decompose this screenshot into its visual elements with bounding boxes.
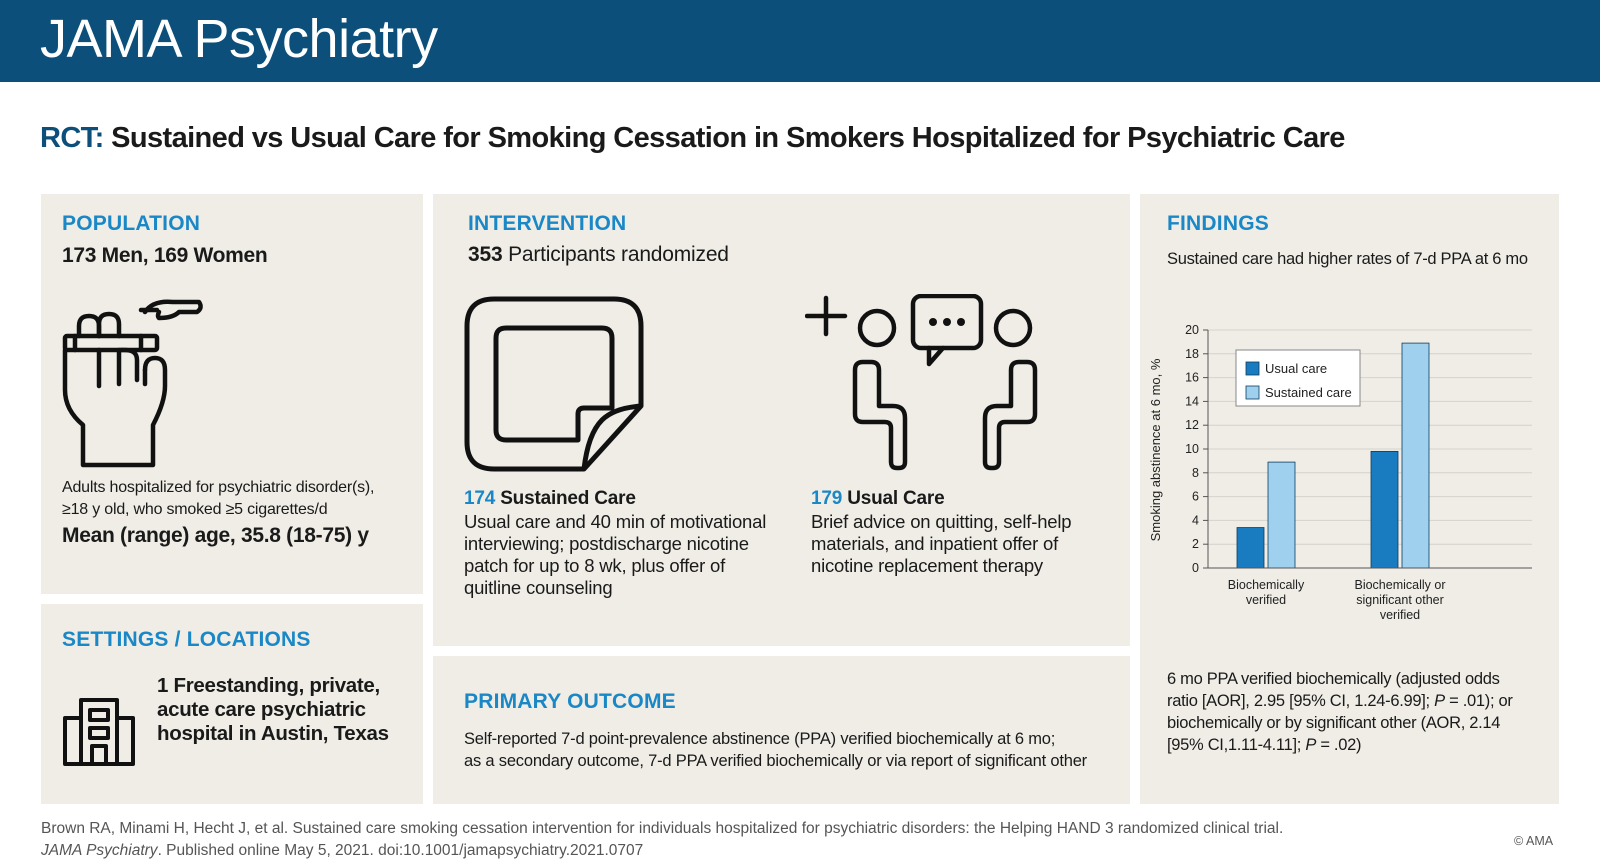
findings-line-4 (1167, 734, 1361, 756)
chart-y-tick-label: 14 (1185, 394, 1199, 409)
journal-banner (0, 0, 1600, 82)
findings-line-2b: = .01); or (1444, 692, 1513, 710)
population-desc-1: Adults hospitalized for psychiatric disorder(s), (62, 479, 375, 496)
population-heading: POPULATION (62, 212, 201, 235)
chart-y-tick-label: 0 (1192, 561, 1199, 575)
title-text: Sustained vs Usual Care for Smoking Cessation in Smokers Hospitalized for Psychiatric Care (111, 122, 1345, 154)
chart-y-tick-label: 10 (1185, 442, 1199, 456)
chart-bar-sustained-1 (1268, 462, 1295, 568)
chart-y-tick-label: 18 (1185, 346, 1199, 361)
legend-label-usual: Usual care (1265, 361, 1328, 376)
usual-desc-2: materials, and inpatient offer of (811, 533, 1059, 554)
findings-subtitle: Sustained care had higher rates of 7-d PPA at 6 mo (1167, 250, 1528, 268)
findings-p-value-1: P (1434, 692, 1445, 710)
chart-category-label: Biochemically or (1354, 578, 1446, 592)
sustained-desc-3: patch for up to 8 wk, plus offer of (464, 555, 726, 576)
page-title (40, 122, 1345, 155)
usual-desc-1: Brief advice on quitting, self-help (811, 511, 1072, 532)
legend-swatch-sustained (1246, 386, 1259, 399)
settings-heading: SETTINGS / LOCATIONS (62, 628, 311, 651)
title-prefix: RCT: (40, 122, 104, 154)
chart-category-label: verified (1245, 593, 1287, 607)
chart-bar-sustained-2 (1402, 343, 1429, 568)
hand-cigarette-icon (61, 290, 211, 470)
abstinence-bar-chart (1140, 320, 1559, 630)
chart-y-tick-label: 20 (1185, 323, 1199, 337)
legend-swatch-usual (1246, 362, 1259, 375)
chart-y-tick-label: 16 (1185, 370, 1199, 385)
sustained-count: 174 (464, 488, 496, 509)
journal-title: JAMA Psychiatry (40, 9, 438, 69)
findings-panel (1140, 194, 1559, 804)
intervention-panel (433, 194, 1130, 646)
outcome-line-1: Self-reported 7-d point-prevalence abstinence (PPA) verified biochemically at 6 mo; (464, 730, 1056, 748)
outcome-line-2: as a secondary outcome, 7-d PPA verified biochemically or via report of significant other (464, 752, 1087, 770)
chart-y-axis-label: Smoking abstinence at 6 mo, % (1148, 358, 1163, 542)
usual-desc-3: nicotine replacement therapy (811, 555, 1043, 576)
findings-line-4a: [95% CI,1.11-4.11]; (1167, 736, 1306, 754)
findings-line-2a: ratio [AOR], 2.95 [95% CI, 1.24-6.99]; (1167, 692, 1435, 710)
chart-category-label: significant other (1356, 593, 1444, 607)
settings-panel (41, 604, 423, 804)
sustained-desc-1: Usual care and 40 min of motivational (464, 511, 767, 532)
citation-line-1: Brown RA, Minami H, Hecht J, et al. Sustained care smoking cessation intervention for individuals hospitalized for psychiatric disorders: the Helping HAND 3 randomized clinical trial. (41, 820, 1284, 837)
usual-care-title (811, 488, 944, 511)
outcome-heading: PRIMARY OUTCOME (464, 690, 676, 713)
citation-published: . Published online May 5, 2021. doi:10.1001/jamapsychiatry.2021.0707 (157, 842, 644, 859)
settings-line-3: hospital in Austin, Texas (157, 722, 389, 745)
copyright: © AMA (1514, 834, 1554, 848)
sustained-desc-4: quitline counseling (464, 577, 613, 598)
hospital-building-icon (61, 696, 137, 768)
usual-label: Usual Care (847, 488, 945, 509)
findings-p-value-2: P (1305, 736, 1317, 754)
chart-y-tick-label: 6 (1192, 489, 1199, 504)
chart-category-label: Biochemically (1227, 578, 1305, 592)
chart-y-tick-label: 4 (1192, 513, 1199, 528)
chart-y-tick-label: 12 (1185, 418, 1199, 433)
counseling-conversation-icon (805, 294, 1039, 472)
randomized-label: Participants randomized (508, 243, 729, 266)
sustained-care-title (464, 488, 636, 511)
findings-heading: FINDINGS (1167, 212, 1269, 235)
randomized-count: 353 (468, 243, 503, 266)
findings-line-3: biochemically or by significant other (AOR, 2.14 (1167, 714, 1501, 732)
chart-bar-usual-1 (1237, 528, 1264, 568)
chart-bar-usual-2 (1371, 451, 1398, 568)
sustained-label: Sustained Care (500, 488, 636, 509)
sustained-desc-2: interviewing; postdischarge nicotine (464, 533, 749, 554)
citation (41, 818, 1283, 862)
citation-line-2 (41, 840, 1283, 862)
randomized-line (468, 244, 729, 267)
usual-count: 179 (811, 488, 843, 509)
population-desc-2: ≥18 y old, who smoked ≥5 cigarettes/d (62, 501, 328, 518)
population-panel (41, 194, 423, 594)
chart-legend (1236, 350, 1360, 406)
chart-y-tick-label: 2 (1192, 537, 1199, 552)
population-mean-age: Mean (range) age, 35.8 (18-75) y (62, 524, 369, 547)
chart-category-label: verified (1379, 608, 1421, 622)
findings-line-2 (1167, 690, 1513, 712)
outcome-panel (433, 656, 1130, 804)
findings-line-4b: = .02) (1316, 736, 1362, 754)
findings-line-1: 6 mo PPA verified biochemically (adjusted odds (1167, 670, 1500, 688)
settings-line-2: acute care psychiatric (157, 698, 366, 721)
legend-label-sustained: Sustained care (1265, 385, 1352, 400)
chart-y-tick-label: 8 (1192, 465, 1199, 480)
population-counts: 173 Men, 169 Women (62, 244, 268, 267)
settings-line-1: 1 Freestanding, private, (157, 674, 380, 697)
citation-journal: JAMA Psychiatry (41, 842, 158, 859)
intervention-heading: INTERVENTION (468, 212, 627, 235)
nicotine-patch-icon (464, 296, 646, 474)
